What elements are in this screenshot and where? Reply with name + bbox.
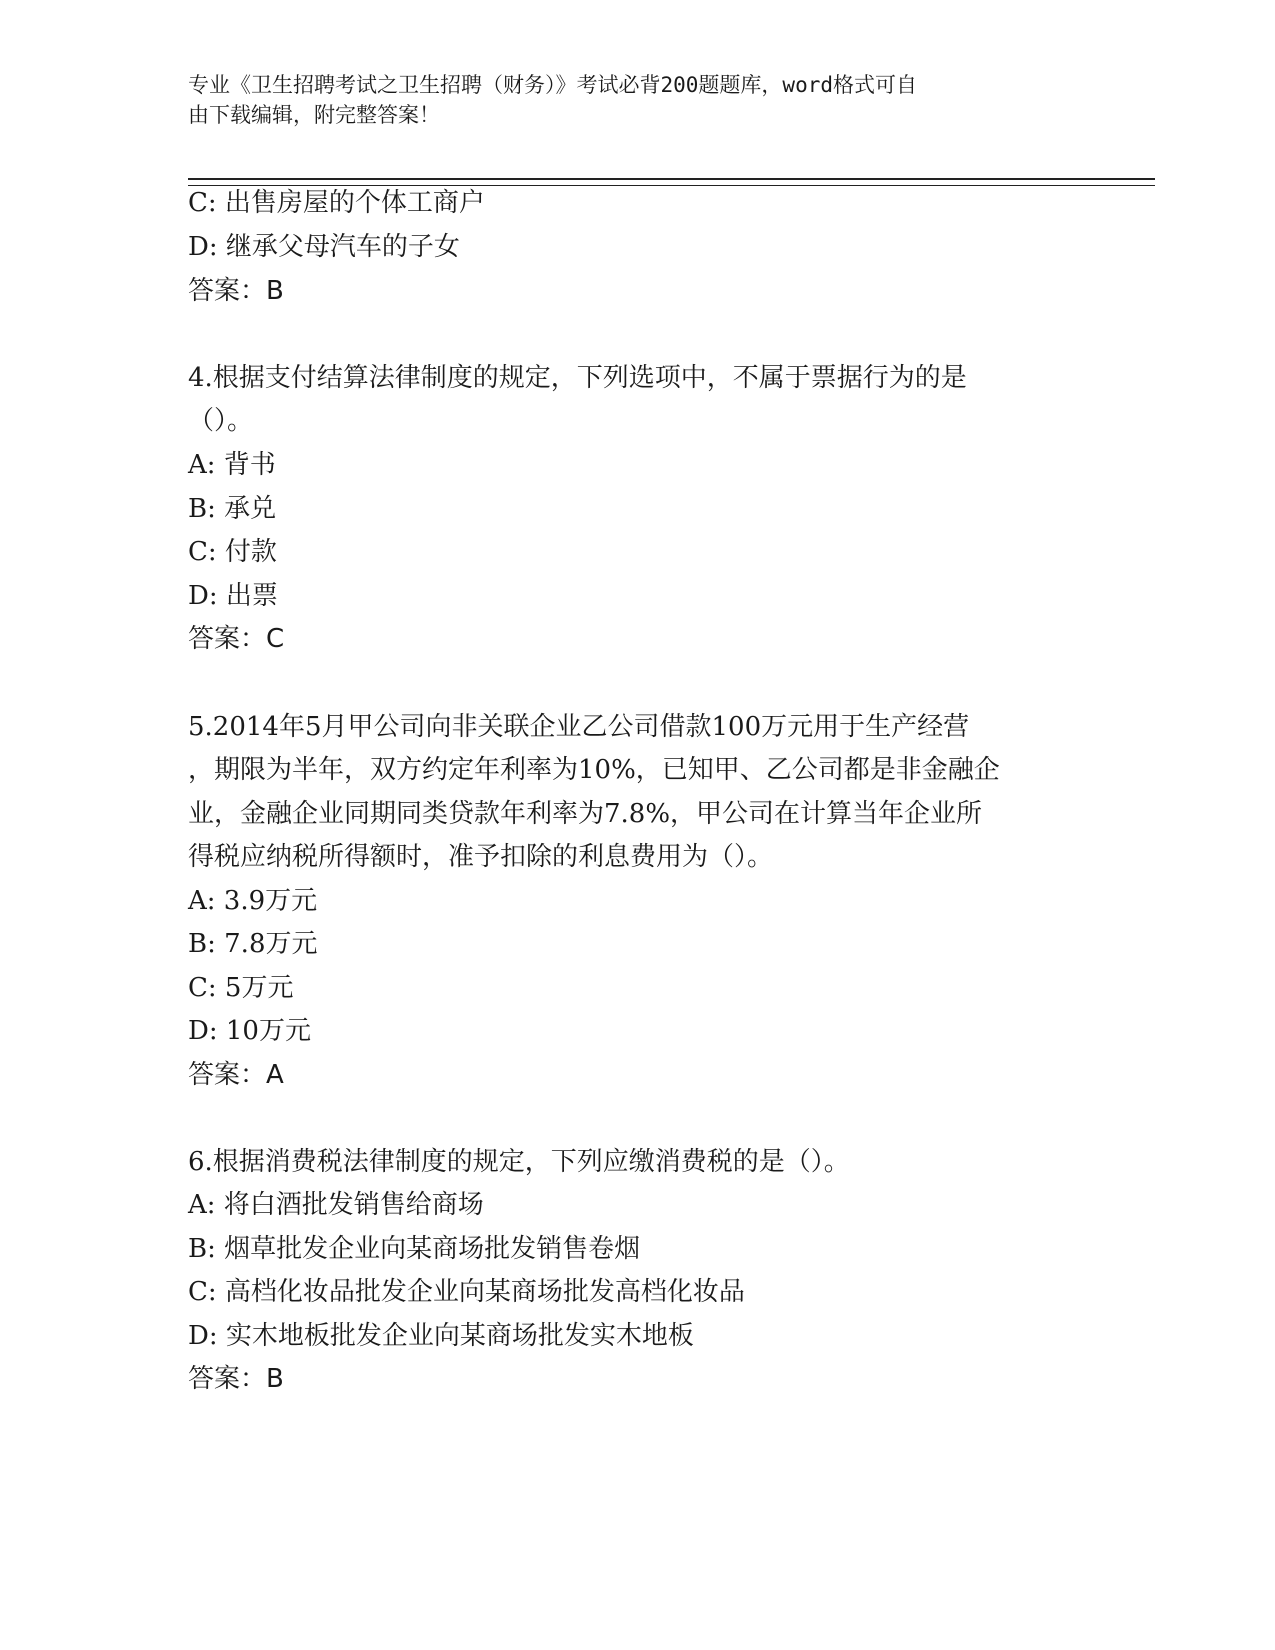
q5-stem-line-2: ，期限为半年，双方约定年利率为10%，已知甲、乙公司都是非金融企: [188, 755, 1000, 785]
header-divider: [188, 178, 1155, 186]
q3-option-d: D: 继承父母汽车的子女: [188, 232, 460, 262]
q6-stem-line-1: 6.根据消费税法律制度的规定，下列应缴消费税的是（）。: [188, 1147, 850, 1177]
q3-answer: 答案：B: [188, 276, 284, 306]
document-header: [188, 70, 1088, 130]
q4-stem-line-1: 4.根据支付结算法律制度的规定，下列选项中，不属于票据行为的是: [188, 363, 967, 393]
q4-stem-line-2: （）。: [188, 406, 254, 436]
header-line-2: 由下载编辑，附完整答案！: [188, 103, 440, 127]
q5-option-c: C: 5万元: [188, 973, 294, 1003]
q5-option-a: A: 3.9万元: [188, 886, 318, 916]
q5-option-b: B: 7.8万元: [188, 929, 318, 959]
q6-option-c: C: 高档化妆品批发企业向某商场批发高档化妆品: [188, 1277, 745, 1307]
q5-stem-line-4: 得税应纳税所得额时，准予扣除的利息费用为（）。: [188, 842, 774, 872]
q6-option-b: B: 烟草批发企业向某商场批发销售卷烟: [188, 1234, 641, 1264]
q5-answer: 答案：A: [188, 1060, 284, 1090]
header-line-1: 专业《卫生招聘考试之卫生招聘（财务）》考试必背200题题库，word格式可自: [188, 73, 917, 97]
q3-option-c: C: 出售房屋的个体工商户: [188, 188, 485, 218]
q6-option-d: D: 实木地板批发企业向某商场批发实木地板: [188, 1321, 694, 1351]
q5-stem-line-1: 5.2014年5月甲公司向非关联企业乙公司借款100万元用于生产经营: [188, 712, 970, 742]
q6-option-a: A: 将白酒批发销售给商场: [188, 1190, 484, 1220]
q4-option-b: B: 承兑: [188, 494, 277, 524]
q4-answer: 答案：C: [188, 624, 285, 654]
q5-stem-line-3: 业，金融企业同期同类贷款年利率为7.8%，甲公司在计算当年企业所: [188, 799, 983, 829]
q5-option-d: D: 10万元: [188, 1016, 311, 1046]
q4-option-a: A: 背书: [188, 450, 276, 480]
q4-option-d: D: 出票: [188, 581, 278, 611]
q6-answer: 答案：B: [188, 1364, 284, 1394]
q4-option-c: C: 付款: [188, 537, 277, 567]
